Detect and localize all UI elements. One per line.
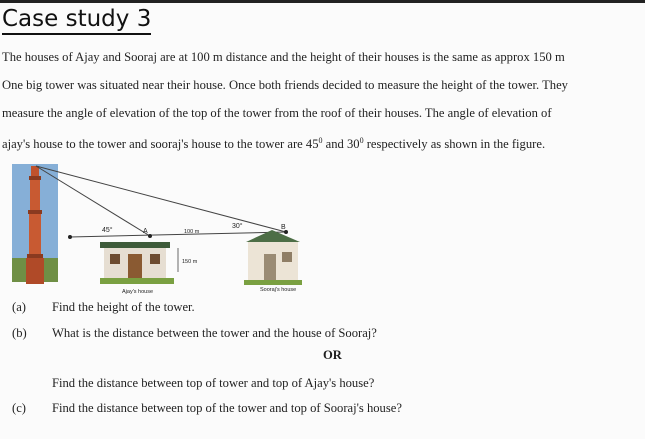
figure-svg	[10, 162, 310, 298]
tower-figure	[10, 162, 310, 298]
paragraph-line-4c: respectively as shown in the figure.	[363, 137, 546, 152]
distance-label: 100 m	[184, 229, 200, 235]
question-a-number: (a)	[12, 300, 26, 314]
page-title: Case study 3	[2, 6, 151, 35]
paragraph-line-4	[2, 127, 645, 155]
question-b-alt: Find the distance between top of tower and top of Ajay's house?	[52, 376, 375, 390]
or-separator: OR	[323, 348, 342, 362]
height-label: 150 m	[182, 259, 198, 265]
question-a-text: Find the height of the tower.	[52, 300, 195, 314]
question-b-number: (b)	[12, 326, 27, 340]
paragraph-line-3: measure the angle of elevation of the top of the tower from the roof of their houses. The angle of elevation of	[2, 106, 552, 120]
angle-a-label: 45°	[102, 227, 113, 234]
point-b-label: B	[281, 224, 286, 231]
degree-sign-1: 0	[318, 136, 323, 145]
degree-sign-2: 0	[359, 136, 364, 145]
paragraph-line-1: The houses of Ajay and Sooraj are at 100 m distance and the height of their houses is the same as approx 150 m	[2, 50, 565, 64]
angle-b-label: 30°	[232, 223, 243, 230]
question-c-number: (c)	[12, 401, 26, 415]
case-paragraph	[2, 43, 645, 155]
sooraj-house-image	[244, 230, 302, 285]
point-a-label: A	[143, 228, 148, 235]
paragraph-line-2: One big tower was situated near their house. Once both friends decided to measure the height of the tower. They	[2, 78, 568, 92]
top-border	[0, 0, 645, 3]
sooraj-house-label: Sooraj's house	[260, 287, 297, 293]
paragraph-line-4b: and 30	[322, 137, 360, 152]
question-c-text: Find the distance between top of the tower and top of Sooraj's house?	[52, 401, 402, 415]
tower-base-point	[68, 235, 72, 239]
ajay-house-label: Ajay's house	[122, 289, 154, 295]
ajay-house-image	[100, 242, 174, 284]
paragraph-line-4a: ajay's house to the tower and sooraj's house to the tower are 45	[2, 137, 319, 152]
point-a-dot	[148, 234, 152, 238]
sight-line-b	[36, 166, 286, 232]
question-b-text: What is the distance between the tower and the house of Sooraj?	[52, 326, 377, 340]
